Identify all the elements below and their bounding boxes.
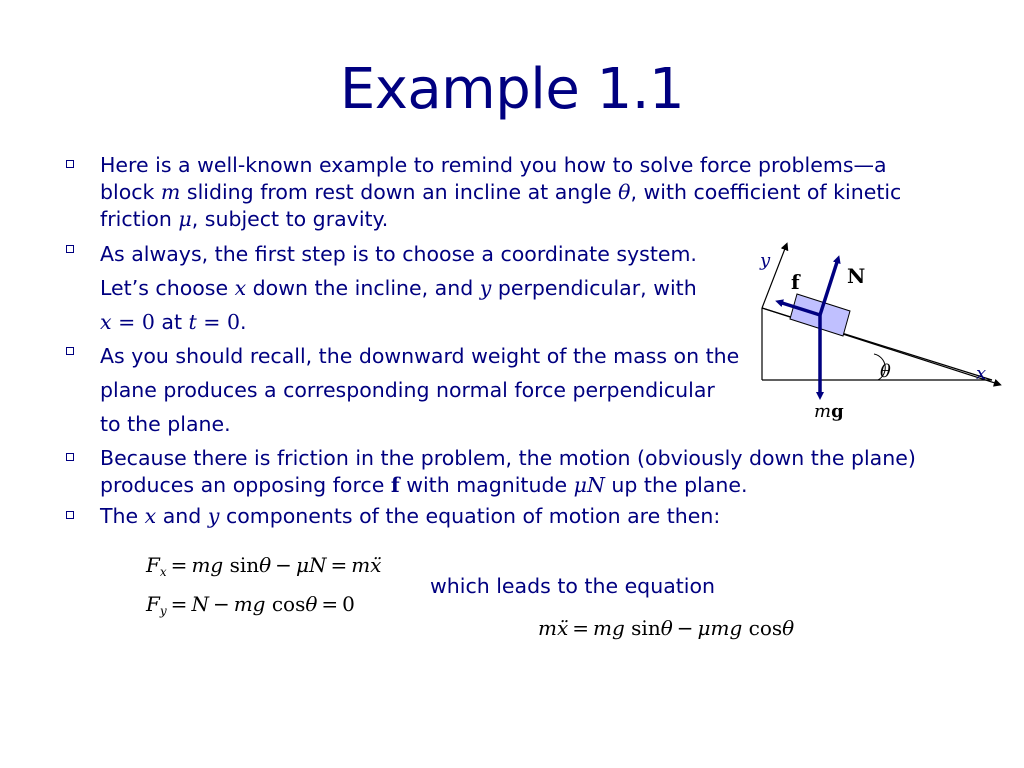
eq-operator: = [330,553,348,577]
math-mu: μ [573,473,587,497]
bullet-text: Here is a well-known example to remind you how to solve force problems—a block [100,153,887,204]
bullet-text: The [100,504,145,528]
eq-subscript: y [159,604,167,618]
weight-label [814,401,844,422]
y-axis-label: y [760,250,771,271]
eq-symbol: θ [782,616,795,640]
eq-symbol: F [146,592,160,616]
bullet-item-4 [64,445,944,499]
bullet-item-1 [64,152,944,233]
weight-label-g: g [831,401,844,422]
math-equals: = [203,310,221,334]
bullet-item-3 [64,339,740,441]
eq-symbol: θ [259,553,272,577]
math-equals: = [118,310,136,334]
eq-symbol: mg [233,592,266,616]
eq-symbol: θ [660,616,673,640]
bullet-text: perpendicular, with [491,276,697,300]
bullet-text: . [240,310,247,334]
math-f-vector: f [390,473,400,497]
bullet-marker [66,453,74,461]
x-axis-label: x [976,363,987,384]
bullet-text: , with coefficient of kinetic friction [100,180,902,231]
equation-result [538,616,794,640]
bullet-item-2 [64,237,700,339]
bullet-marker [66,160,74,168]
bullet-text: up the plane. [604,473,748,497]
math-zero: 0 [141,310,155,334]
eq-symbol: N [191,592,209,616]
eq-operator: = [321,592,339,616]
eq-subscript: x [159,565,167,579]
eq-symbol: m [538,616,557,640]
eq-operator: = [170,592,188,616]
bullet-text: down the incline, and [246,276,480,300]
eq-symbol: mg [710,616,743,640]
eq-operator: = [170,553,188,577]
bullet-text: with magnitude [399,473,574,497]
math-t: t [188,310,197,334]
math-N: N [586,473,605,497]
bullet-text: Because there is friction in the problem, the motion (obviously down the plane) produces an opposing force [100,446,916,497]
bullet-item-5 [64,503,944,530]
incline-diagram [740,238,1010,433]
eq-function: sin [229,553,260,577]
eq-symbol: F [146,553,160,577]
bullet-text: As you should recall, the downward weight of the mass on the plane produces a corresponding normal force perpendicular to the plane. [100,344,740,436]
eq-operator: = [572,616,590,640]
eq-symbol: μ [697,616,711,640]
bullet-text: at [154,310,189,334]
bullet-text: , subject to gravity. [191,207,389,231]
bullet-text: As always, the first step is to choose a coordinate system. Let’s choose [100,242,697,300]
math-mu: μ [178,207,192,231]
eq-operator: − [212,592,230,616]
eq-function: cos [748,616,783,640]
eq-symbol: mg [593,616,625,640]
equation-fx [146,553,381,579]
eq-function: cos [271,592,306,616]
eq-symbol: θ [305,592,318,616]
math-x: x [100,310,112,334]
bullet-text: sliding from rest down an incline at angle [180,180,619,204]
math-theta: θ [618,180,631,204]
eq-symbol: m [351,553,371,577]
bullet-text: components of the equation of motion are then: [219,504,721,528]
math-m: m [160,180,181,204]
eq-symbol: ẍ [370,553,382,577]
eq-symbol: mg [191,553,224,577]
math-x: x [144,504,157,528]
eq-number: 0 [342,592,355,616]
weight-label-m: m [814,401,832,422]
eq-symbol: N [308,553,327,577]
bullet-text: and [156,504,208,528]
eq-operator: − [275,553,292,577]
math-y: y [479,276,492,300]
bullet-marker [66,245,74,253]
normal-force-label: N [847,264,866,288]
math-y: y [207,504,220,528]
eq-symbol: μ [295,553,309,577]
math-x: x [234,276,247,300]
bullet-marker [66,511,74,519]
equation-fy [146,592,355,618]
eq-symbol: ẍ [556,616,569,640]
slide-title: Example 1.1 [339,57,685,122]
eq-function: sin [631,616,661,640]
eq-operator: − [676,616,694,640]
friction-label: f [791,270,800,294]
equation-connector-text: which leads to the equation [430,574,716,598]
theta-label: θ [880,361,891,382]
bullet-marker [66,347,74,355]
math-zero: 0 [227,310,241,334]
